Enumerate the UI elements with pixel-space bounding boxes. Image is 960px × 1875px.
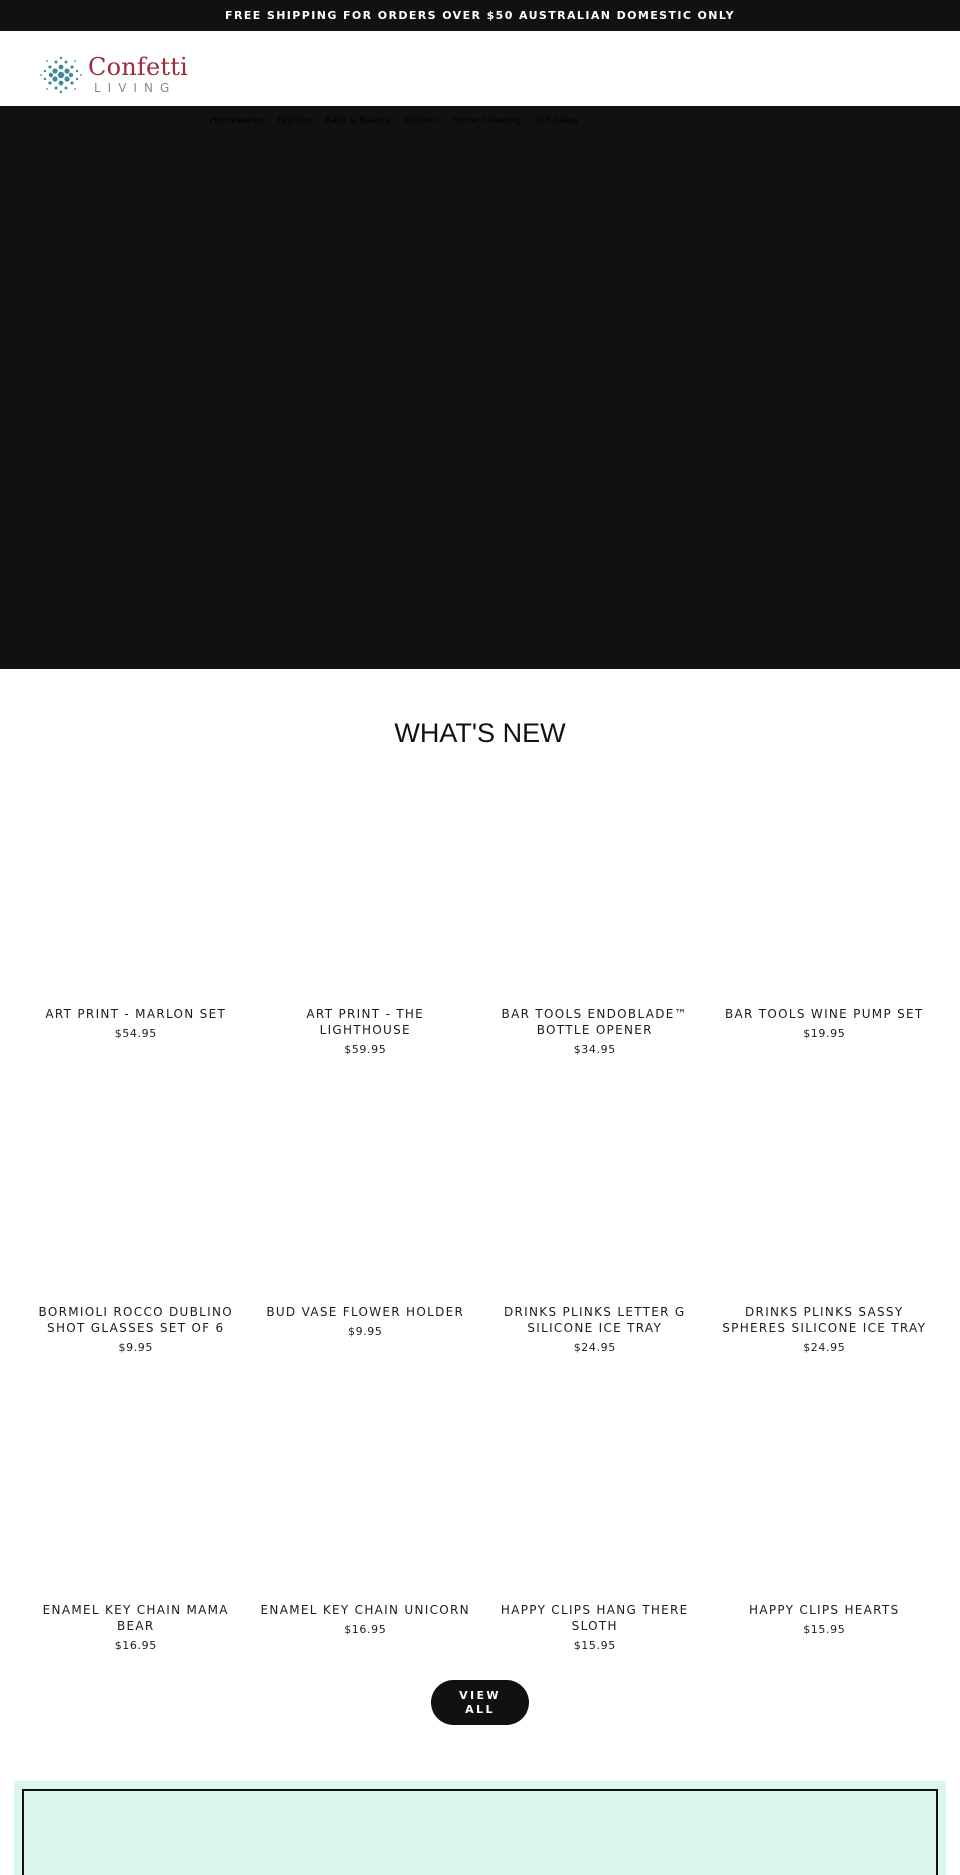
product-card[interactable]: [251, 1386, 481, 1684]
site-header: [0, 31, 960, 106]
product-title: BAR TOOLS ENDOBLADE™ BOTTLE OPENER: [501, 1007, 688, 1037]
product-title: ENAMEL KEY CHAIN UNICORN: [260, 1603, 470, 1617]
product-image: [724, 790, 926, 990]
product-card[interactable]: [710, 1386, 940, 1684]
nav-item-kitchen[interactable]: Kitchen: [404, 116, 439, 126]
product-price: $16.95: [344, 1623, 387, 1636]
nav-item-bath-beauty[interactable]: Bath & Beauty: [325, 116, 391, 126]
product-title: ENAMEL KEY CHAIN MAMA BEAR: [42, 1603, 229, 1633]
product-image: [494, 1386, 696, 1586]
product-price: $24.95: [573, 1341, 616, 1354]
nav-item-homewares[interactable]: Homewares: [210, 116, 264, 126]
view-all-button[interactable]: VIEW ALL: [431, 1680, 529, 1725]
nav-item-home-cleaning[interactable]: Home Cleaning: [452, 116, 522, 126]
product-title: HAPPY CLIPS HANG THERE SLOTH: [500, 1603, 689, 1633]
product-image: [724, 1386, 926, 1586]
product-title: BUD VASE FLOWER HOLDER: [266, 1305, 465, 1319]
product-image: [35, 1088, 237, 1288]
product-price: $16.95: [114, 1639, 157, 1652]
product-price: $59.95: [344, 1043, 387, 1056]
product-image: [724, 1088, 926, 1288]
product-title: ART PRINT - THE LIGHTHOUSE: [306, 1007, 425, 1037]
nav-item-gift-ideas[interactable]: Gift Ideas: [535, 116, 579, 126]
promo-frame: [22, 1789, 938, 1875]
product-card[interactable]: [480, 1088, 710, 1386]
product-image: [265, 1088, 467, 1288]
product-image: [494, 790, 696, 990]
product-card[interactable]: [251, 790, 481, 1088]
product-image: [265, 790, 467, 990]
product-price: $54.95: [114, 1027, 157, 1040]
product-price: $15.95: [573, 1639, 616, 1652]
product-card[interactable]: [710, 790, 940, 1088]
product-image: [35, 790, 237, 990]
logo-tagline: LIVING: [94, 81, 177, 95]
product-price: $9.95: [348, 1325, 383, 1338]
promo-banner: [14, 1781, 946, 1875]
product-card[interactable]: [21, 1386, 251, 1684]
section-title: WHAT'S NEW: [394, 718, 566, 748]
product-price: $24.95: [803, 1341, 846, 1354]
product-title: HAPPY CLIPS HEARTS: [749, 1603, 900, 1617]
product-title: DRINKS PLINKS LETTER G SILICONE ICE TRAY: [504, 1305, 686, 1335]
logo-wordmark: Confetti: [88, 53, 188, 81]
announcement-bar: [0, 0, 960, 31]
confetti-logo-icon: [38, 53, 84, 97]
product-title: BORMIOLI ROCCO DUBLINO SHOT GLASSES SET OF 6: [38, 1305, 233, 1335]
product-price: $19.95: [803, 1027, 846, 1040]
product-price: $15.95: [803, 1623, 846, 1636]
announcement-text: FREE SHIPPING FOR ORDERS OVER $50 AUSTRALIAN DOMESTIC ONLY: [225, 9, 735, 22]
product-title: DRINKS PLINKS SASSY SPHERES SILICONE ICE TRAY: [722, 1305, 927, 1335]
product-title: BAR TOOLS WINE PUMP SET: [724, 1007, 924, 1021]
product-card[interactable]: [21, 1088, 251, 1386]
product-card[interactable]: [21, 790, 251, 1088]
main-navigation: [210, 116, 578, 126]
hero-banner: [0, 106, 960, 669]
product-card[interactable]: [480, 1386, 710, 1684]
product-card[interactable]: [251, 1088, 481, 1386]
product-image: [35, 1386, 237, 1586]
product-image: [494, 1088, 696, 1288]
nav-item-fashion[interactable]: Fashion: [277, 116, 312, 126]
product-image: [265, 1386, 467, 1586]
product-title: ART PRINT - MARLON SET: [45, 1007, 227, 1021]
product-grid: [21, 790, 939, 1684]
product-price: $34.95: [573, 1043, 616, 1056]
product-card[interactable]: [710, 1088, 940, 1386]
product-card[interactable]: [480, 790, 710, 1088]
logo-link[interactable]: [38, 53, 188, 97]
product-price: $9.95: [118, 1341, 153, 1354]
